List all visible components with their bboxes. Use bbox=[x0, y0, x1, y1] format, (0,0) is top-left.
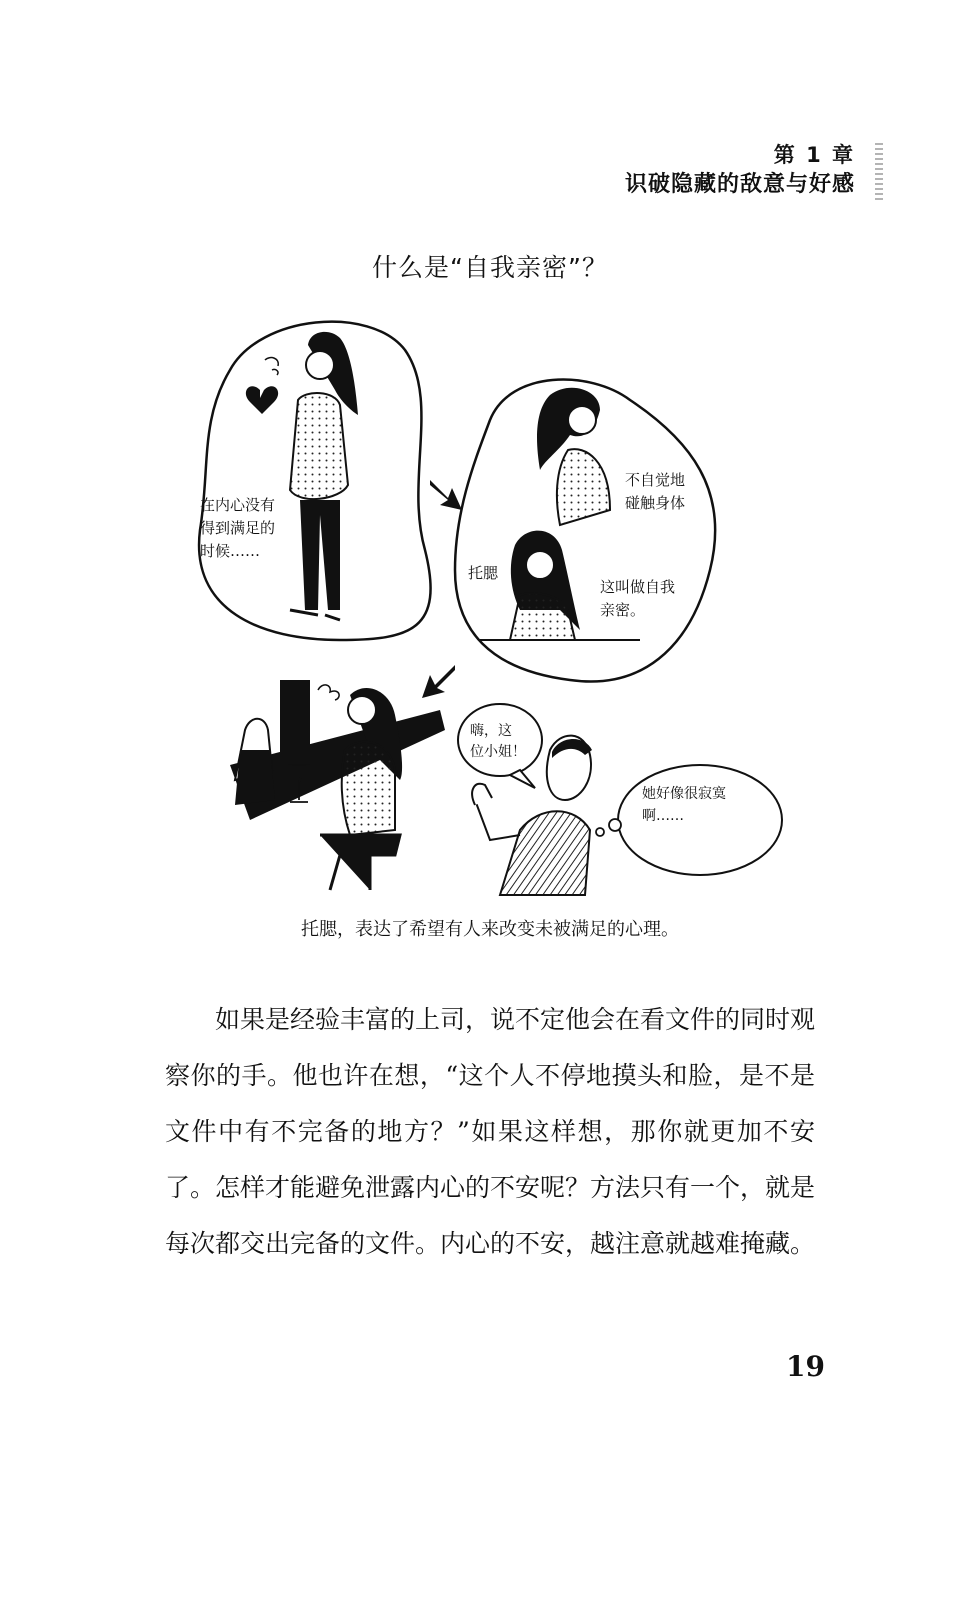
chapter-number: 第 1 章 bbox=[773, 143, 855, 167]
woman-touching-body-figure bbox=[537, 388, 610, 525]
body-text bbox=[165, 992, 815, 1272]
page-number: 19 bbox=[786, 1350, 825, 1383]
speech-bubble bbox=[458, 704, 542, 776]
bubble-text-chin: 托腮 bbox=[468, 564, 499, 582]
header-decoration bbox=[875, 143, 883, 203]
figure-caption: 托腮，表达了希望有人来改变未被满足的心理。 bbox=[301, 919, 679, 940]
woman-standing-figure bbox=[290, 332, 358, 620]
comic-illustration bbox=[190, 310, 790, 915]
body-paragraph: 如果是经验丰富的上司，说不定他会在看文件的同时观察你的手。他也许在想，“这个人不停地摸头和脸，是不是文件中有不完备的地方？”如果这样想，那你就更加不安了。怎样才能避免泄露内心的不安呢？方法只有一个，就是每次都交出完备的文件。内心的不安，越注意就越难掩藏。 bbox=[165, 1005, 816, 1258]
bubble-text-left-1: 在内心没有 bbox=[200, 496, 276, 514]
speech-text-2: 位小姐！ bbox=[470, 744, 526, 760]
speech-text-1: 嗨，这 bbox=[470, 723, 512, 739]
arrow-down-left-icon bbox=[422, 665, 455, 698]
running-header bbox=[625, 140, 855, 200]
bubble-text-touch-2: 碰触身体 bbox=[625, 494, 686, 512]
chapter-title: 识破隐藏的敌意与好感 bbox=[624, 172, 855, 197]
bar-scene bbox=[230, 680, 445, 890]
bubble-text-touch-1: 不自觉地 bbox=[625, 471, 686, 489]
broken-heart-icon bbox=[246, 386, 278, 414]
bubble-text-left-3: 时候…… bbox=[200, 542, 261, 560]
figure-title: 什么是“自我亲密”？ bbox=[372, 253, 608, 282]
bubble-text-self-intimacy-1: 这叫做自我 bbox=[600, 578, 676, 596]
thought-text-2: 啊…… bbox=[642, 808, 684, 824]
arrow-down-right-icon bbox=[430, 480, 462, 510]
bubble-text-left-2: 得到满足的 bbox=[200, 519, 276, 537]
thought-text-1: 她好像很寂寞 bbox=[642, 786, 726, 802]
bubble-text-self-intimacy-2: 亲密。 bbox=[600, 601, 646, 619]
